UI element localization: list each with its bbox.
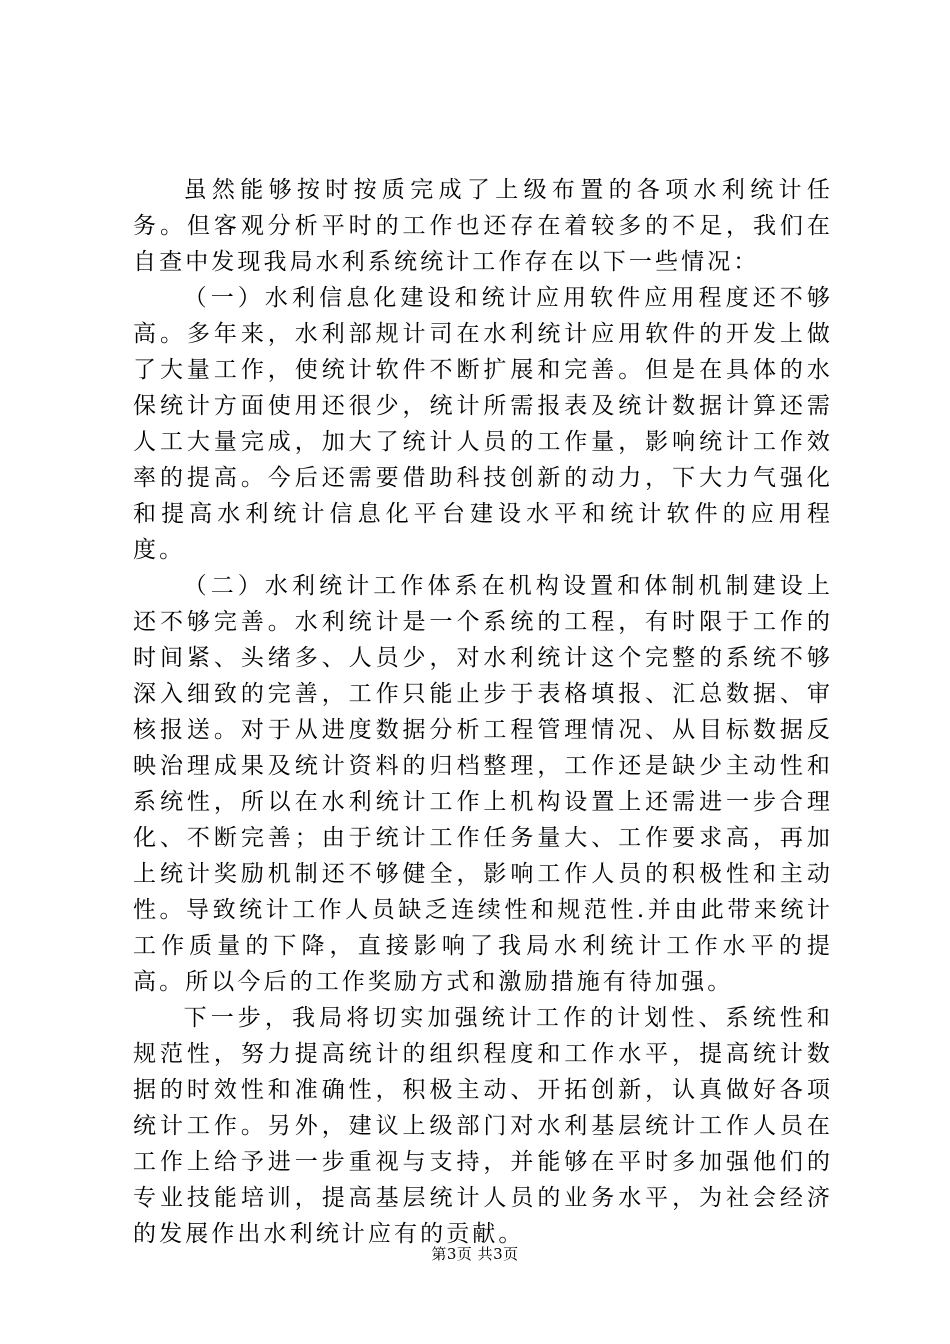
page-number-footer: 第3页 共3页: [431, 1245, 519, 1263]
paragraph-next-steps: 下一步，我局将切实加强统计工作的计划性、系统性和规范性，努力提高统计的组织程度和工作水平，提高统计数据的时效性和准确性，积极主动、开拓创新，认真做好各项统计工作。另外，建议上级部门对水利基层统计工作人员在工作上给予进一步重视与支持，并能够在平时多加强他们的专业技能培训，提高基层统计人员的业务水平，为社会经济的发展作出水利统计应有的贡献。: [133, 1005, 833, 1247]
paragraph-issue-organization: （二）水利统计工作体系在机构设置和体制机制建设上还不够完善。水利统计是一个系统的工程，有时限于工作的时间紧、头绪多、人员少，对水利统计这个完整的系统不够深入细致的完善，工作只能止步于表格填报、汇总数据、审核报送。对于从进度数据分析工程管理情况、从目标数据反映治理成果及统计资料的归档整理，工作还是缺少主动性和系统性，所以在水利统计工作上机构设置上还需进一步合理化、不断完善；由于统计工作任务量大、工作要求高，再加上统计奖励机制还不够健全，影响工作人员的积极性和主动性。导致统计工作人员缺乏连续性和规范性.并由此带来统计工作质量的下降，直接影响了我局水利统计工作水平的提高。所以今后的工作奖励方式和激励措施有待加强。: [133, 573, 833, 995]
paragraph-issue-informatization: （一）水利信息化建设和统计应用软件应用程度还不够高。多年来，水利部规计司在水利统计应用软件的开发上做了大量工作，使统计软件不断扩展和完善。但是在具体的水保统计方面使用还很少，统计所需报表及统计数据计算还需人工大量完成，加大了统计人员的工作量，影响统计工作效率的提高。今后还需要借助科技创新的动力，下大力气强化和提高水利统计信息化平台建设水平和统计软件的应用程度。: [133, 285, 833, 563]
paragraph-self-check-intro: 虽然能够按时按质完成了上级布置的各项水利统计任务。但客观分析平时的工作也还存在着较多的不足，我们在自查中发现我局水利系统统计工作存在以下一些情况：: [133, 177, 833, 275]
document-body: [133, 172, 833, 1252]
